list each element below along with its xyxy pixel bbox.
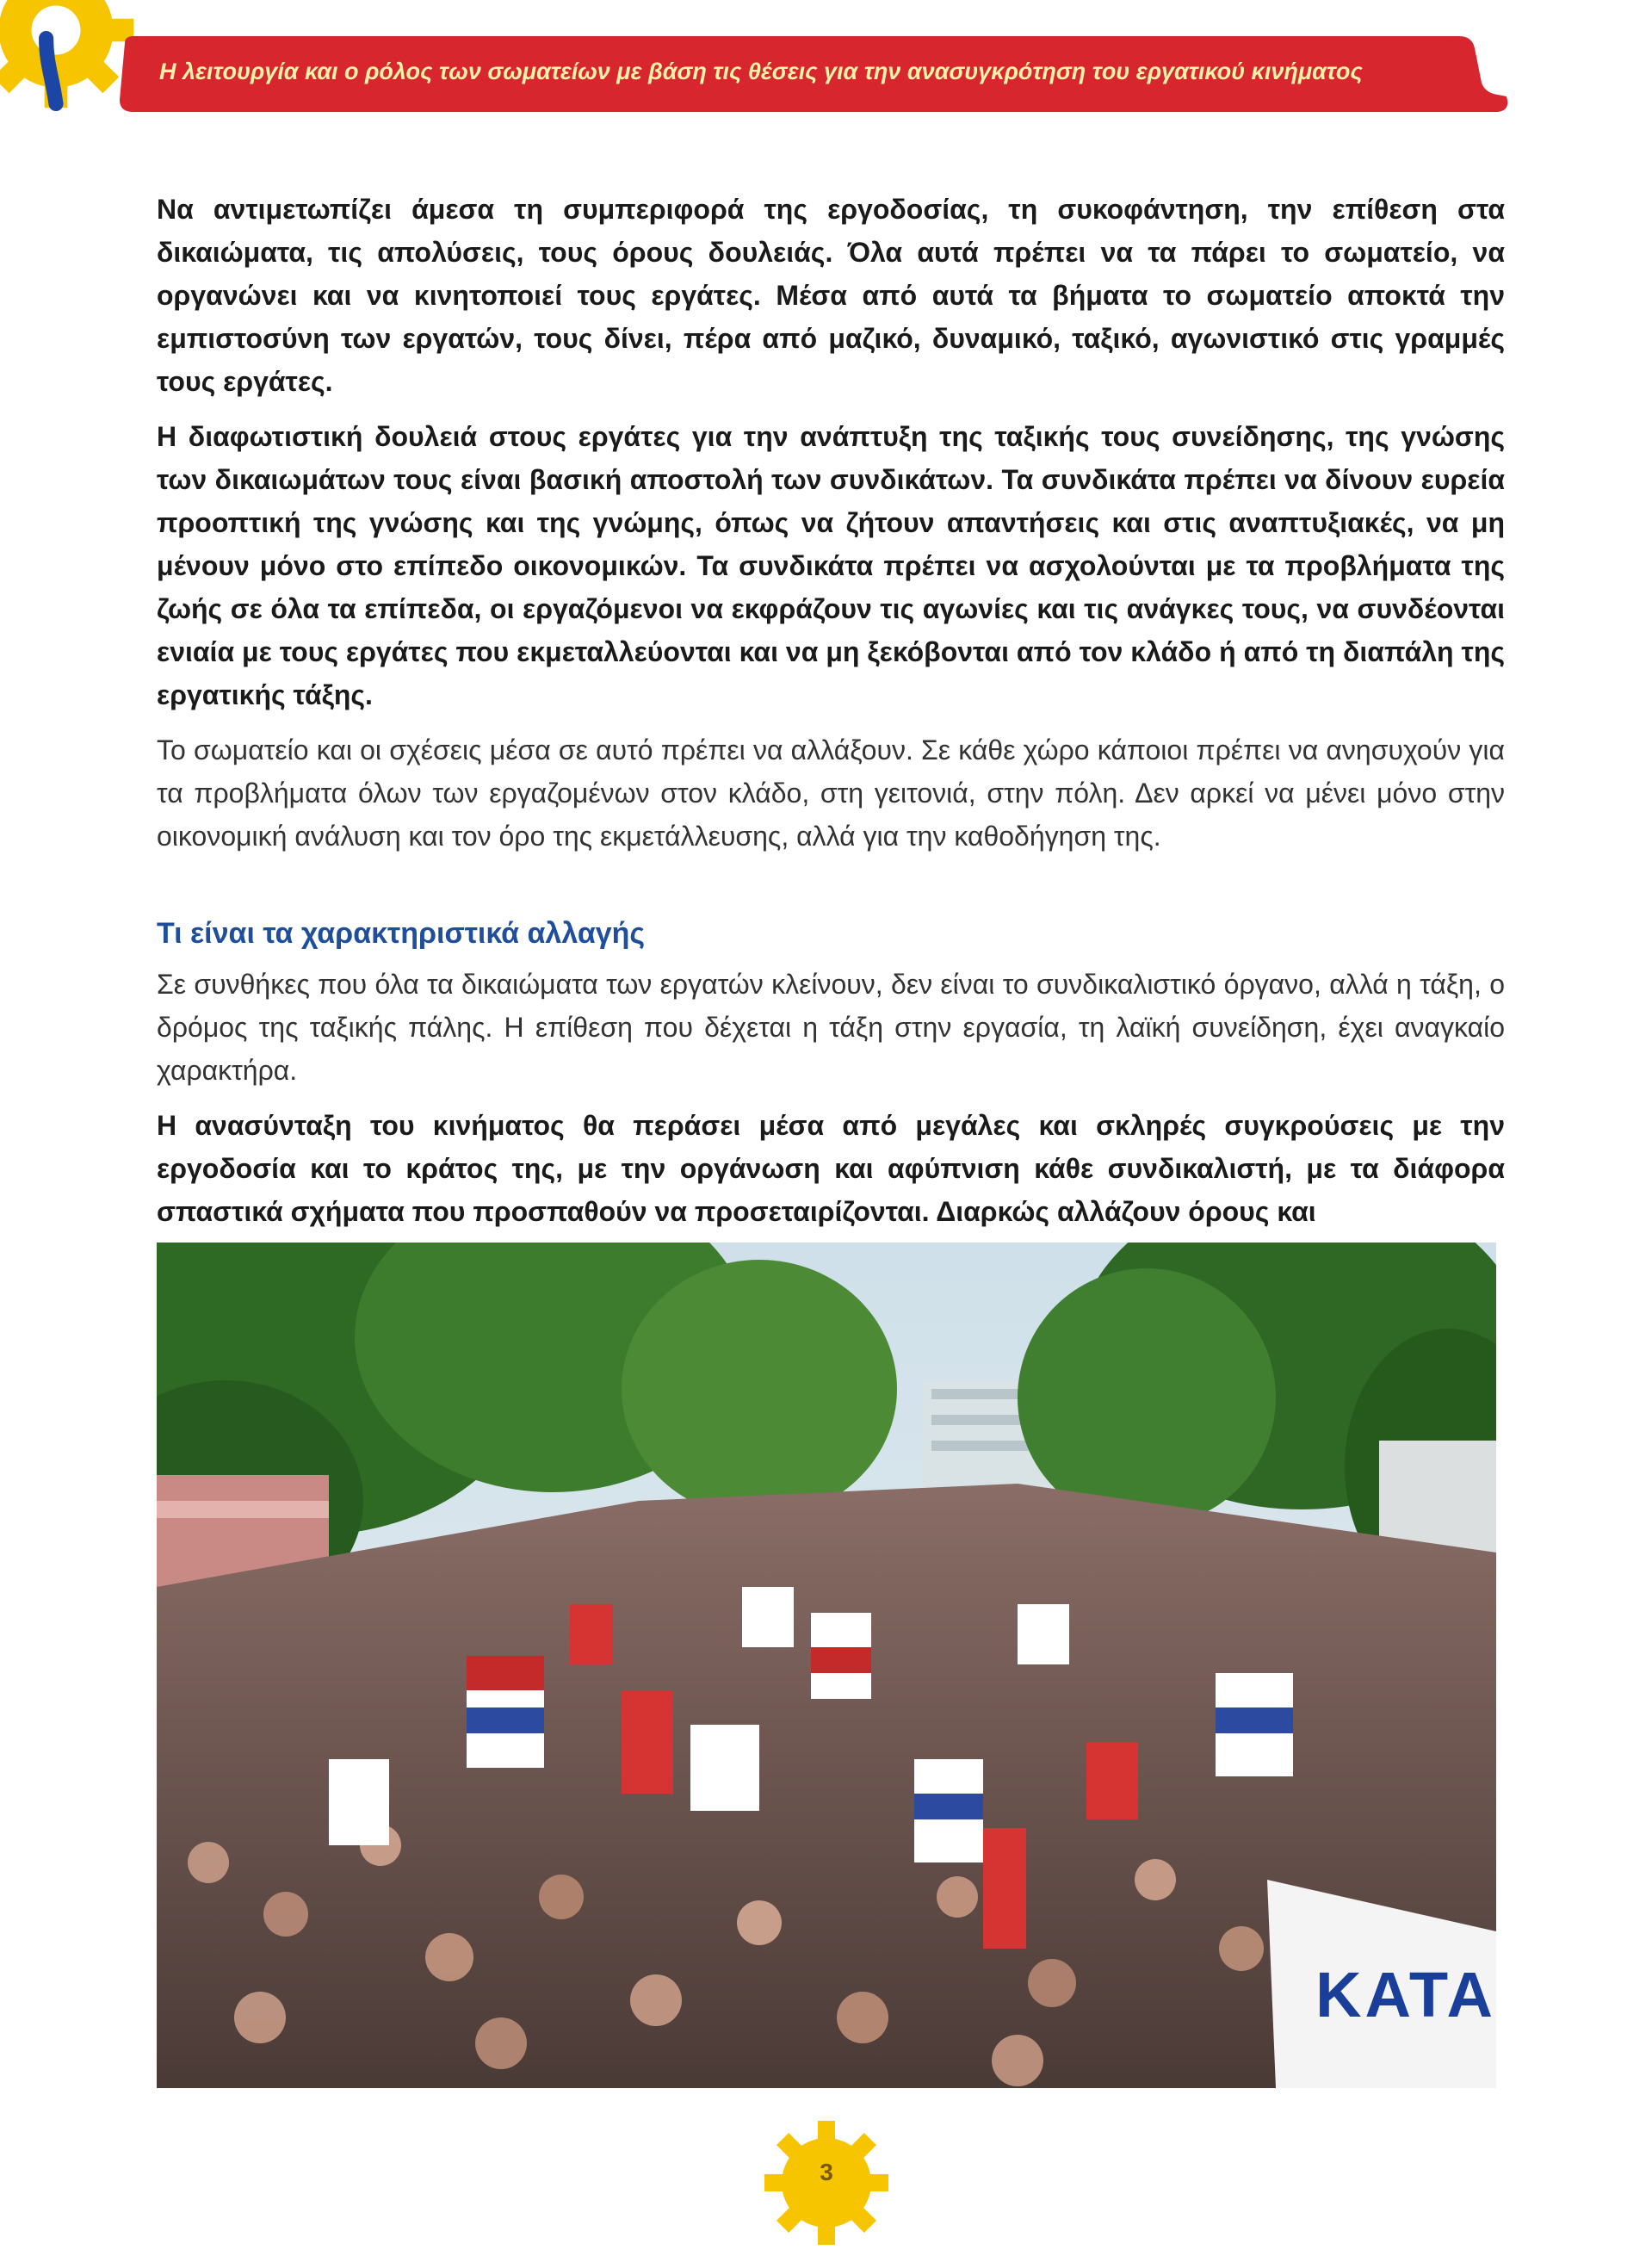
- section-heading: Τι είναι τα χαρακτηριστικά αλλαγής: [157, 917, 646, 950]
- article-body: [157, 188, 1505, 1245]
- header-title: Η λειτουργία και ο ρόλος των σωματείων με βάση τις θέσεις για την ανασυγκρότηση του εργατικού κινήματος: [159, 59, 1363, 84]
- paragraph: Να αντιμετωπίζει άμεσα τη συμπεριφορά της εργοδοσίας, τη συκοφάντηση, την επίθεση στα δικαιώματα, τις απολύσεις, τους όρους δουλειάς. Όλα αυτά πρέπει να τα πάρει το σωματείο, να οργανώνει και να κινητοποιεί τους εργάτες. Μέσα από αυτά τα βήματα το σωματείο αποκτά την εμπιστοσύνη των εργατών, τους δίνει, πέρα από μαζικό, δυναμικό, ταξικό, αγωνιστικό στις γραμμές τους εργάτες.: [157, 194, 1505, 397]
- paragraph: Σε συνθήκες που όλα τα δικαιώματα των εργατών κλείνουν, δεν είναι το συνδικαλιστικό όργανο, αλλά η τάξη, ο δρόμος της ταξικής πάλης. Η επίθεση που δέχεται η τάξη στην εργασία, τη λαϊκή συνείδηση, έχει αναγκαίο χαρακτήρα.: [157, 969, 1505, 1086]
- header-banner: [116, 33, 1511, 115]
- paragraph: Η ανασύνταξη του κινήματος θα περάσει μέσα από μεγάλες και σκληρές συγκρούσεις με την εργοδοσία και το κράτος της, με την οργάνωση και αφύπνιση κάθε συνδικαλιστή, με τα διάφορα σπαστικά σχήματα που προσπαθούν να προσεταιρίζονται. Διαρκώς αλλάζουν όρους και: [157, 1110, 1505, 1227]
- protest-banner-text: ΚΑΤΑ: [1315, 1959, 1496, 2030]
- paragraph: Το σωματείο και οι σχέσεις μέσα σε αυτό πρέπει να αλλάξουν. Σε κάθε χώρο κάποιοι πρέπει να ανησυχούν για τα προβλήματα όλων των εργαζομένων στον κλάδο, στη γειτονιά, στην πόλη. Δεν αρκεί να μένει μόνο στην οικονομική ανάλυση και τον όρο της εκμετάλλευσης, αλλά για την καθοδήγηση της.: [157, 734, 1505, 852]
- paragraph: Η διαφωτιστική δουλειά στους εργάτες για την ανάπτυξη της ταξικής τους συνείδησης, της γνώσης των δικαιωμάτων τους είναι βασική αποστολή των συνδικάτων. Τα συνδικάτα πρέπει να δίνουν ευρεία προοπτική της γνώσης και της γνώμης, όπως να ζήτουν απαντήσεις και στις αναπτυξιακές, να μη μένουν μόνο στο επίπεδο οικονομικών. Τα συνδικάτα πρέπει να ασχολούνται με τα προβλήματα της ζωής σε όλα τα επίπεδα, οι εργαζόμενοι να εκφράζουν τις αγωνίες και τις ανάγκες τους, να συνδέονται ενιαία με τους εργάτες που εκμεταλλεύονται και να μη ξεκόβονται από τον κλάδο ή από τη διαπάλη της εργατικής τάξης.: [157, 421, 1505, 710]
- gear-page-icon: [758, 2114, 895, 2252]
- protest-photo: [157, 1243, 1496, 2088]
- page-number: 3: [820, 2159, 833, 2185]
